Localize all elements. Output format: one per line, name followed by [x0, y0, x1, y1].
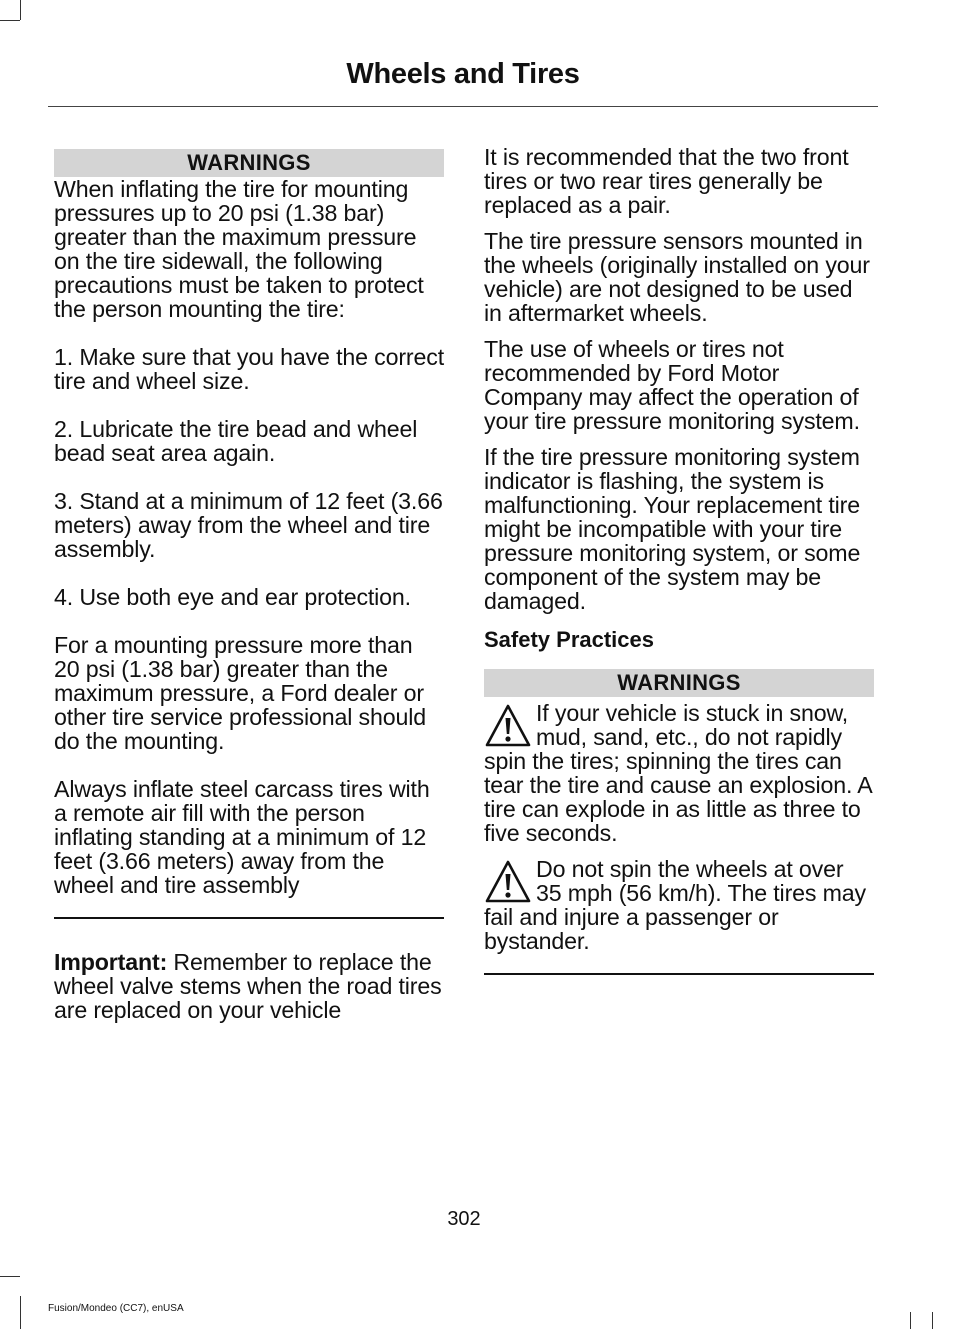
warning-triangle-icon: [484, 703, 532, 749]
step-item: 3. Stand at a minimum of 12 feet (3.66 meters) away from the wheel and tire assembly.: [54, 488, 443, 562]
title-divider: [48, 106, 878, 107]
warning-triangle-icon: [484, 859, 532, 905]
warning-item: [484, 701, 874, 845]
crop-mark: [20, 1296, 21, 1329]
warning-intro: When inflating the tire for mounting pressures up to 20 psi (1.38 bar) greater than the maximum pressure on the tire sidewall, the following precautions must be taken to protect the person mounting the tire:: [54, 176, 424, 322]
mounting-pressure-text: For a mounting pressure more than 20 psi (1.38 bar) greater than the maximum pressure, a Ford dealer or other tire service professional should do the mounting.: [54, 632, 426, 754]
important-note: [54, 950, 444, 1022]
step-item: 1. Make sure that you have the correct tire and wheel size.: [54, 344, 444, 394]
right-column: [484, 145, 874, 975]
warnings-heading: WARNINGS: [54, 149, 444, 177]
warning-item: [484, 857, 874, 953]
important-text: Remember to replace the wheel valve stems when the road tires are replaced on your vehicle: [54, 949, 442, 1023]
page-number: 302: [447, 1208, 481, 1230]
step-item: 4. Use both eye and ear protection.: [54, 584, 411, 610]
crop-mark: [910, 1312, 911, 1329]
step-item: 2. Lubricate the tire bead and wheel bead seat area again.: [54, 416, 418, 466]
crop-mark: [0, 20, 20, 21]
important-label: Important:: [54, 949, 168, 975]
paragraph: The use of wheels or tires not recommended by Ford Motor Company may affect the operation of your tire pressure monitoring system.: [484, 336, 860, 434]
warnings-end-rule: [484, 973, 874, 975]
crop-mark: [20, 0, 21, 20]
warning-text: Do not spin the wheels at over 35 mph (56 km/h). The tires may fail and injure a passenger or bystander.: [484, 856, 866, 954]
paragraph: It is recommended that the two front tires or two rear tires generally be replaced as a pair.: [484, 144, 849, 218]
safety-practices-heading: Safety Practices: [484, 627, 654, 652]
paragraph: The tire pressure sensors mounted in the wheels (originally installed on your vehicle) are not designed to be used in aftermarket wheels.: [484, 228, 870, 326]
document-id: Fusion/Mondeo (CC7), enUSA: [48, 1303, 184, 1314]
crop-mark: [932, 1312, 933, 1329]
paragraph: If the tire pressure monitoring system indicator is flashing, the system is malfunctioning. Your replacement tire might be incompatible with your tire pressure monitoring system, or some component of the system may be damaged.: [484, 444, 861, 614]
warnings-end-rule: [54, 917, 444, 919]
warning-text: If your vehicle is stuck in snow, mud, sand, etc., do not rapidly spin the tires; spinning the tires can tear the tire and cause an explosion. A tire can explode in as little as three to five seconds.: [484, 700, 872, 846]
warnings-heading: WARNINGS: [484, 669, 874, 697]
page-title: Wheels and Tires: [346, 58, 580, 90]
steel-carcass-text: Always inflate steel carcass tires with a remote air fill with the person inflating standing at a minimum of 12 feet (3.66 meters) away from the wheel and tire assembly: [54, 776, 430, 898]
left-column: [54, 149, 444, 1046]
crop-mark: [0, 1276, 20, 1277]
